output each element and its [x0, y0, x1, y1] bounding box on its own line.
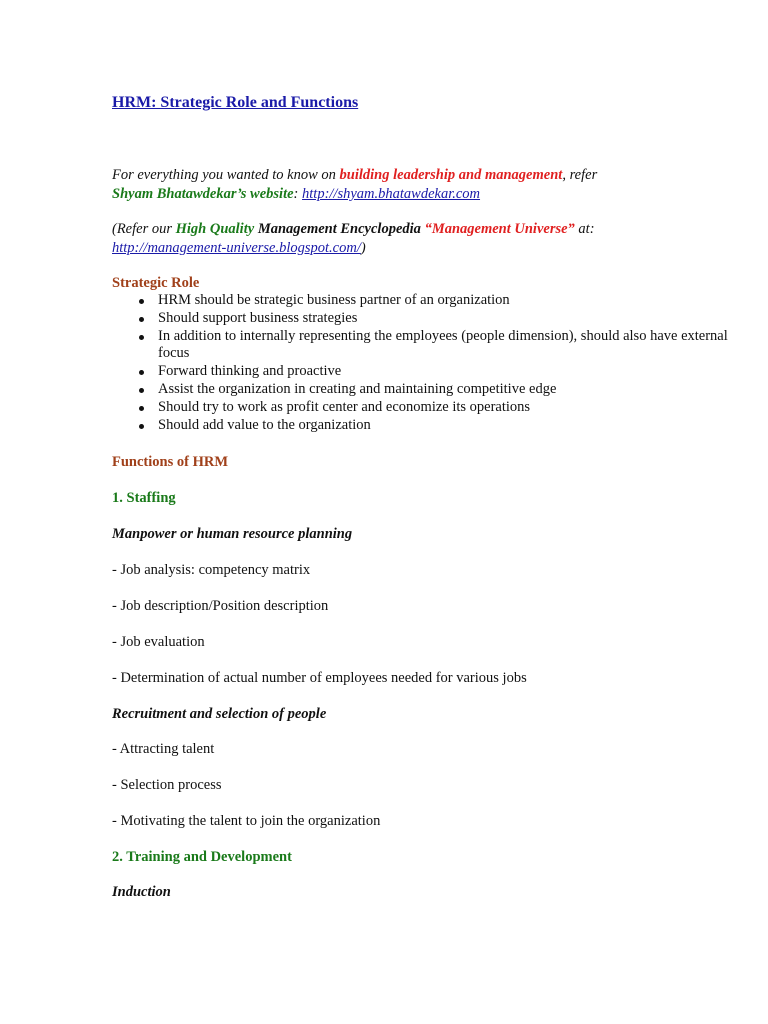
high-quality-label: High Quality [175, 221, 255, 237]
recruitment-item: - Attracting talent [112, 741, 215, 758]
refer-close: ) [360, 240, 366, 256]
site-link[interactable]: http://shyam.bhatawdekar.com [302, 186, 481, 202]
document-title: HRM: Strategic Role and Functions [112, 94, 359, 111]
site-label: Shyam Bhatawdekar’s website [112, 186, 294, 202]
universe-label: “Management Universe” [424, 221, 575, 237]
functions-heading: Functions of HRM [112, 454, 228, 471]
list-item: HRM should be strategic business partner of an organization [158, 292, 732, 310]
refer-paragraph [112, 220, 732, 258]
list-item: Forward thinking and proactive [158, 363, 732, 381]
induction-heading: Induction [112, 884, 171, 901]
list-item: Should try to work as profit center and economize its operations [158, 399, 732, 417]
manpower-item: - Job evaluation [112, 634, 205, 651]
strategic-role-list [112, 292, 732, 434]
list-item: Assist the organization in creating and maintaining competitive edge [158, 381, 732, 399]
list-item: Should support business strategies [158, 310, 732, 328]
site-separator: : [293, 186, 303, 202]
intro-suffix: , refer [562, 167, 598, 183]
list-item: In addition to internally representing the employees (people dimension), should also have external focus [158, 328, 732, 364]
intro-prefix: For everything you wanted to know on [112, 167, 340, 183]
manpower-heading: Manpower or human resource planning [112, 526, 353, 543]
encyclopedia-label: Management Encyclopedia [254, 221, 425, 237]
training-heading: 2. Training and Development [112, 849, 292, 866]
intro-paragraph [112, 166, 732, 204]
staffing-heading: 1. Staffing [112, 490, 176, 507]
intro-highlight: building leadership and management [339, 167, 563, 183]
manpower-item: - Determination of actual number of employees needed for various jobs [112, 670, 527, 687]
refer-prefix: (Refer our [112, 221, 176, 237]
refer-at: at: [574, 221, 595, 237]
strategic-role-heading: Strategic Role [112, 275, 200, 291]
recruitment-heading: Recruitment and selection of people [112, 706, 327, 723]
recruitment-item: - Selection process [112, 777, 222, 794]
list-item: Should add value to the organization [158, 417, 732, 435]
manpower-item: - Job analysis: competency matrix [112, 562, 311, 579]
manpower-item: - Job description/Position description [112, 598, 329, 615]
document-page [112, 92, 732, 901]
recruitment-item: - Motivating the talent to join the organization [112, 813, 381, 830]
universe-link[interactable]: http://management-universe.blogspot.com/ [112, 240, 361, 256]
